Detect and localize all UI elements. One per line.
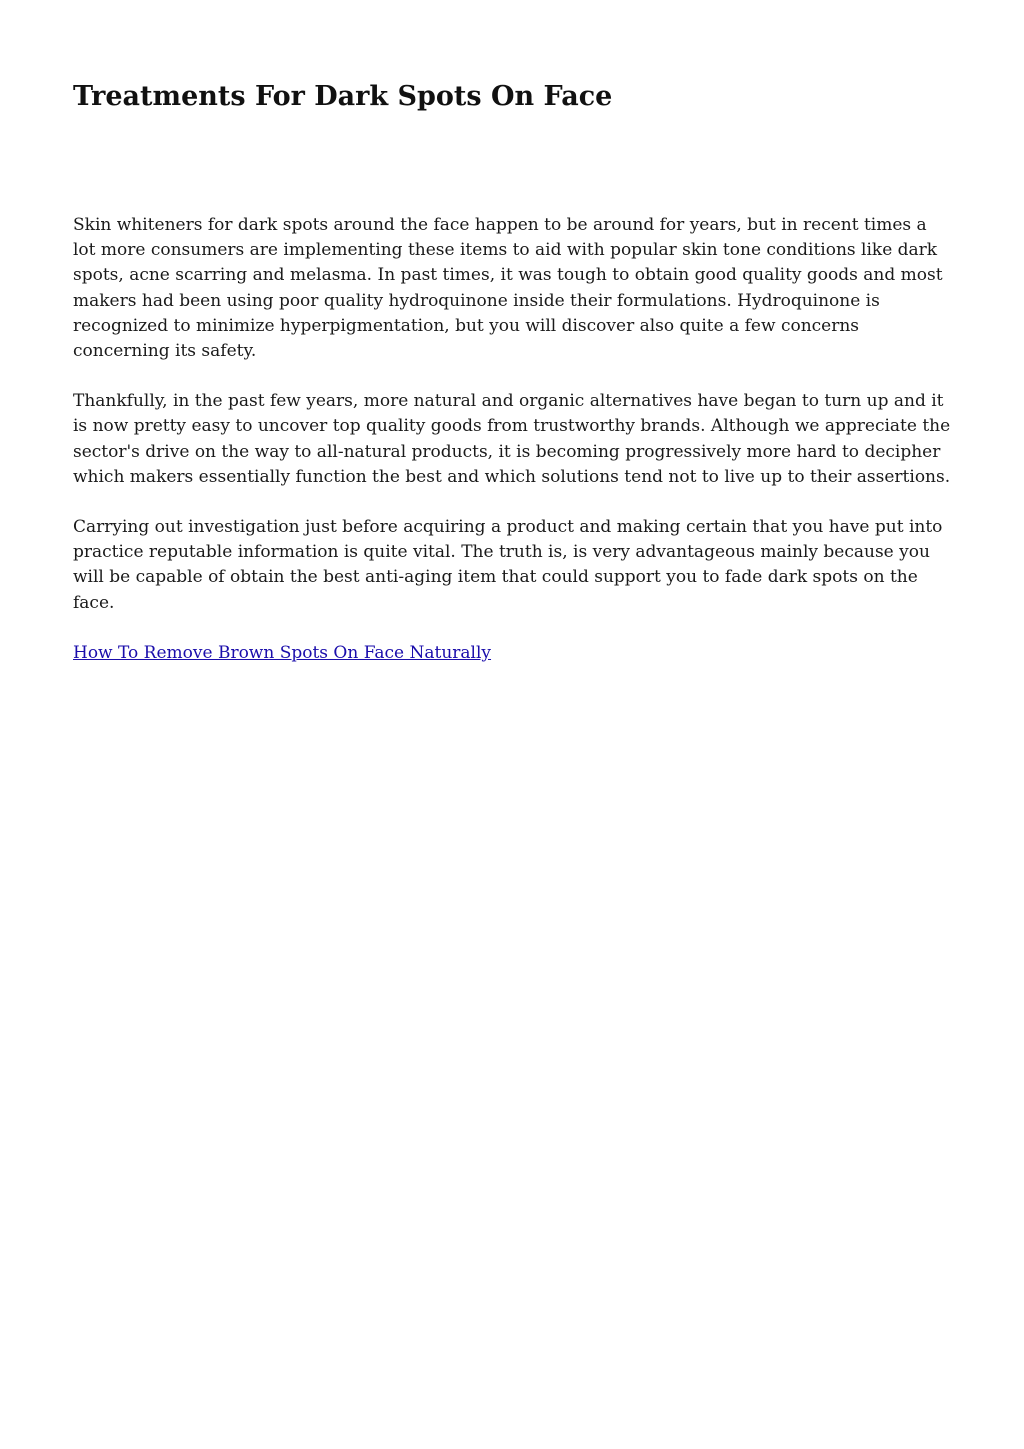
link-line — [73, 641, 953, 666]
document-title: Treatments For Dark Spots On Face — [73, 81, 613, 112]
paragraph-natural-alternatives: Thankfully, in the past few years, more natural and organic alternatives have began to turn up and it is now pretty easy to uncover top quality goods from trustworthy brands. Although we appreciate the sector's drive on the way to all-natural products, it is becoming progressively more hard to decipher which makers essentially function the best and which solutions tend not to live up to their assertions. — [73, 391, 951, 487]
document-body — [73, 213, 953, 666]
paragraph-investigation: Carrying out investigation just before acquiring a product and making certain that you have put into practice reputable information is quite vital. The truth is, is very advantageous mainly because you will be capable of obtain the best anti-aging item that could support you to fade dark spots on the face. — [73, 517, 943, 613]
paragraph-intro: Skin whiteners for dark spots around the face happen to be around for years, but in recent times a lot more consumers are implementing these items to aid with popular skin tone conditions like dark spots, acne scarring and melasma. In past times, it was tough to obtain good quality goods and most makers had been using poor quality hydroquinone inside their formulations. Hydroquinone is recognized to minimize hyperpigmentation, but you will discover also quite a few concerns concerning its safety. — [73, 215, 943, 362]
brown-spots-link[interactable]: How To Remove Brown Spots On Face Naturally — [73, 642, 492, 663]
